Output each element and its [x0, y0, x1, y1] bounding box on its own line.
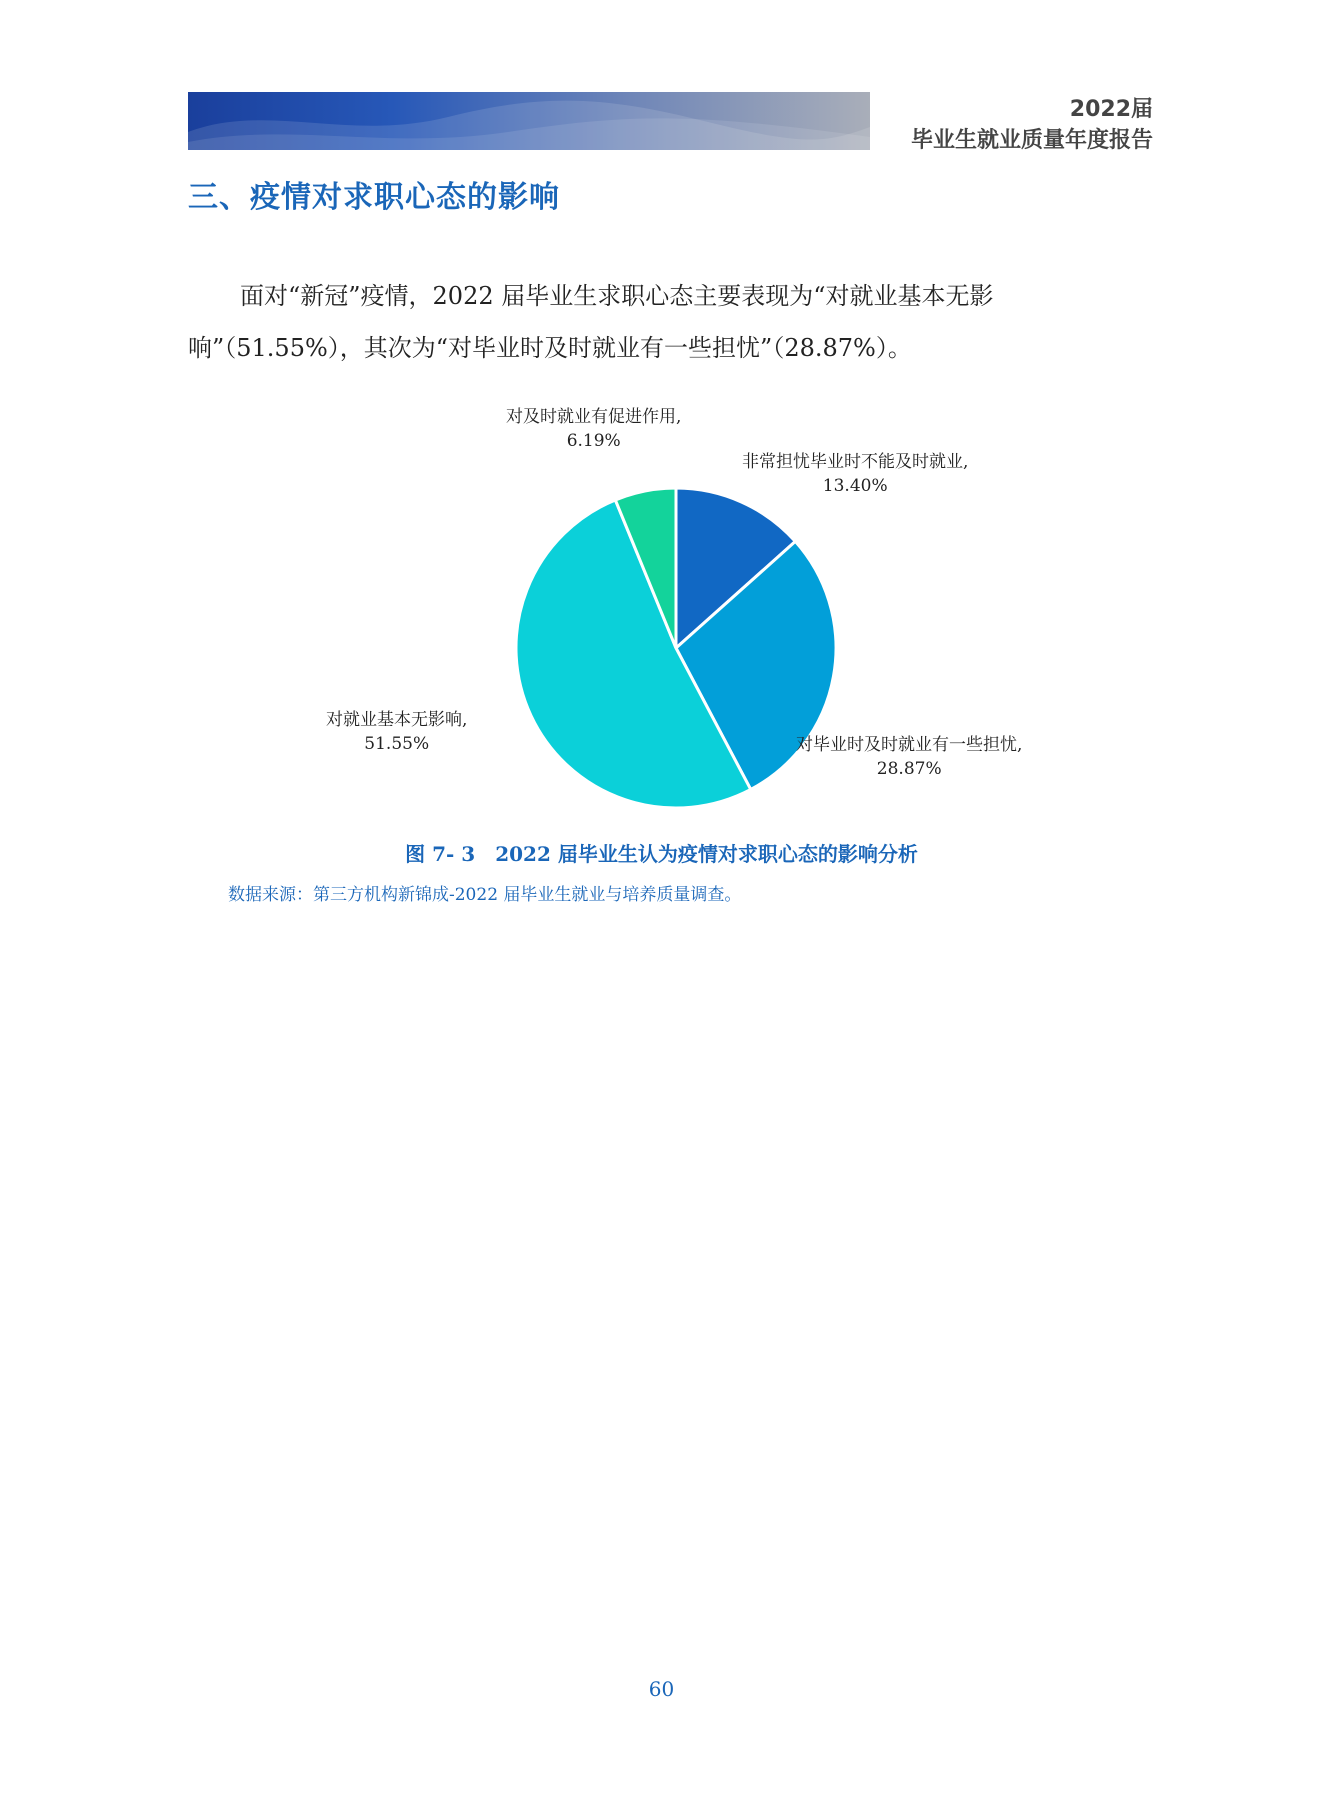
slice-label-very-worried-text: 非常担忧毕业时不能及时就业, — [742, 452, 969, 472]
figure-caption: 图 7- 3 2022 届毕业生认为疫情对求职心态的影响分析 — [405, 842, 918, 866]
slice-label-some-worry — [796, 733, 1022, 781]
header-banner — [188, 92, 870, 150]
section-title: 三、疫情对求职心态的影响 — [188, 180, 560, 215]
slice-label-no-impact — [326, 708, 467, 756]
page-number: 60 — [648, 1677, 675, 1701]
figure-source: 数据来源：第三方机构新锦成-2022 届毕业生就业与培养质量调查。 — [228, 885, 742, 905]
slice-label-no-impact-value: 51.55% — [364, 734, 430, 754]
slice-label-no-impact-text: 对就业基本无影响, — [326, 710, 468, 730]
slice-label-very-worried-value: 13.40% — [822, 476, 888, 496]
slice-label-very-worried — [742, 450, 968, 498]
slice-label-some-worry-value: 28.87% — [876, 759, 942, 779]
slice-label-promotes — [506, 405, 681, 453]
header-title: 毕业生就业质量年度报告 — [910, 128, 1153, 153]
header-year: 2022届 — [1069, 97, 1153, 122]
body-paragraph: 面对“新冠”疫情，2022 届毕业生求职心态主要表现为“对就业基本无影响”（51.55%），其次为“对毕业时及时就业有一些担忧”（28.87%）。 — [188, 282, 994, 362]
slice-label-some-worry-text: 对毕业时及时就业有一些担忧, — [796, 735, 1023, 755]
slice-label-promotes-value: 6.19% — [566, 431, 621, 451]
slice-label-promotes-text: 对及时就业有促进作用, — [506, 407, 682, 427]
